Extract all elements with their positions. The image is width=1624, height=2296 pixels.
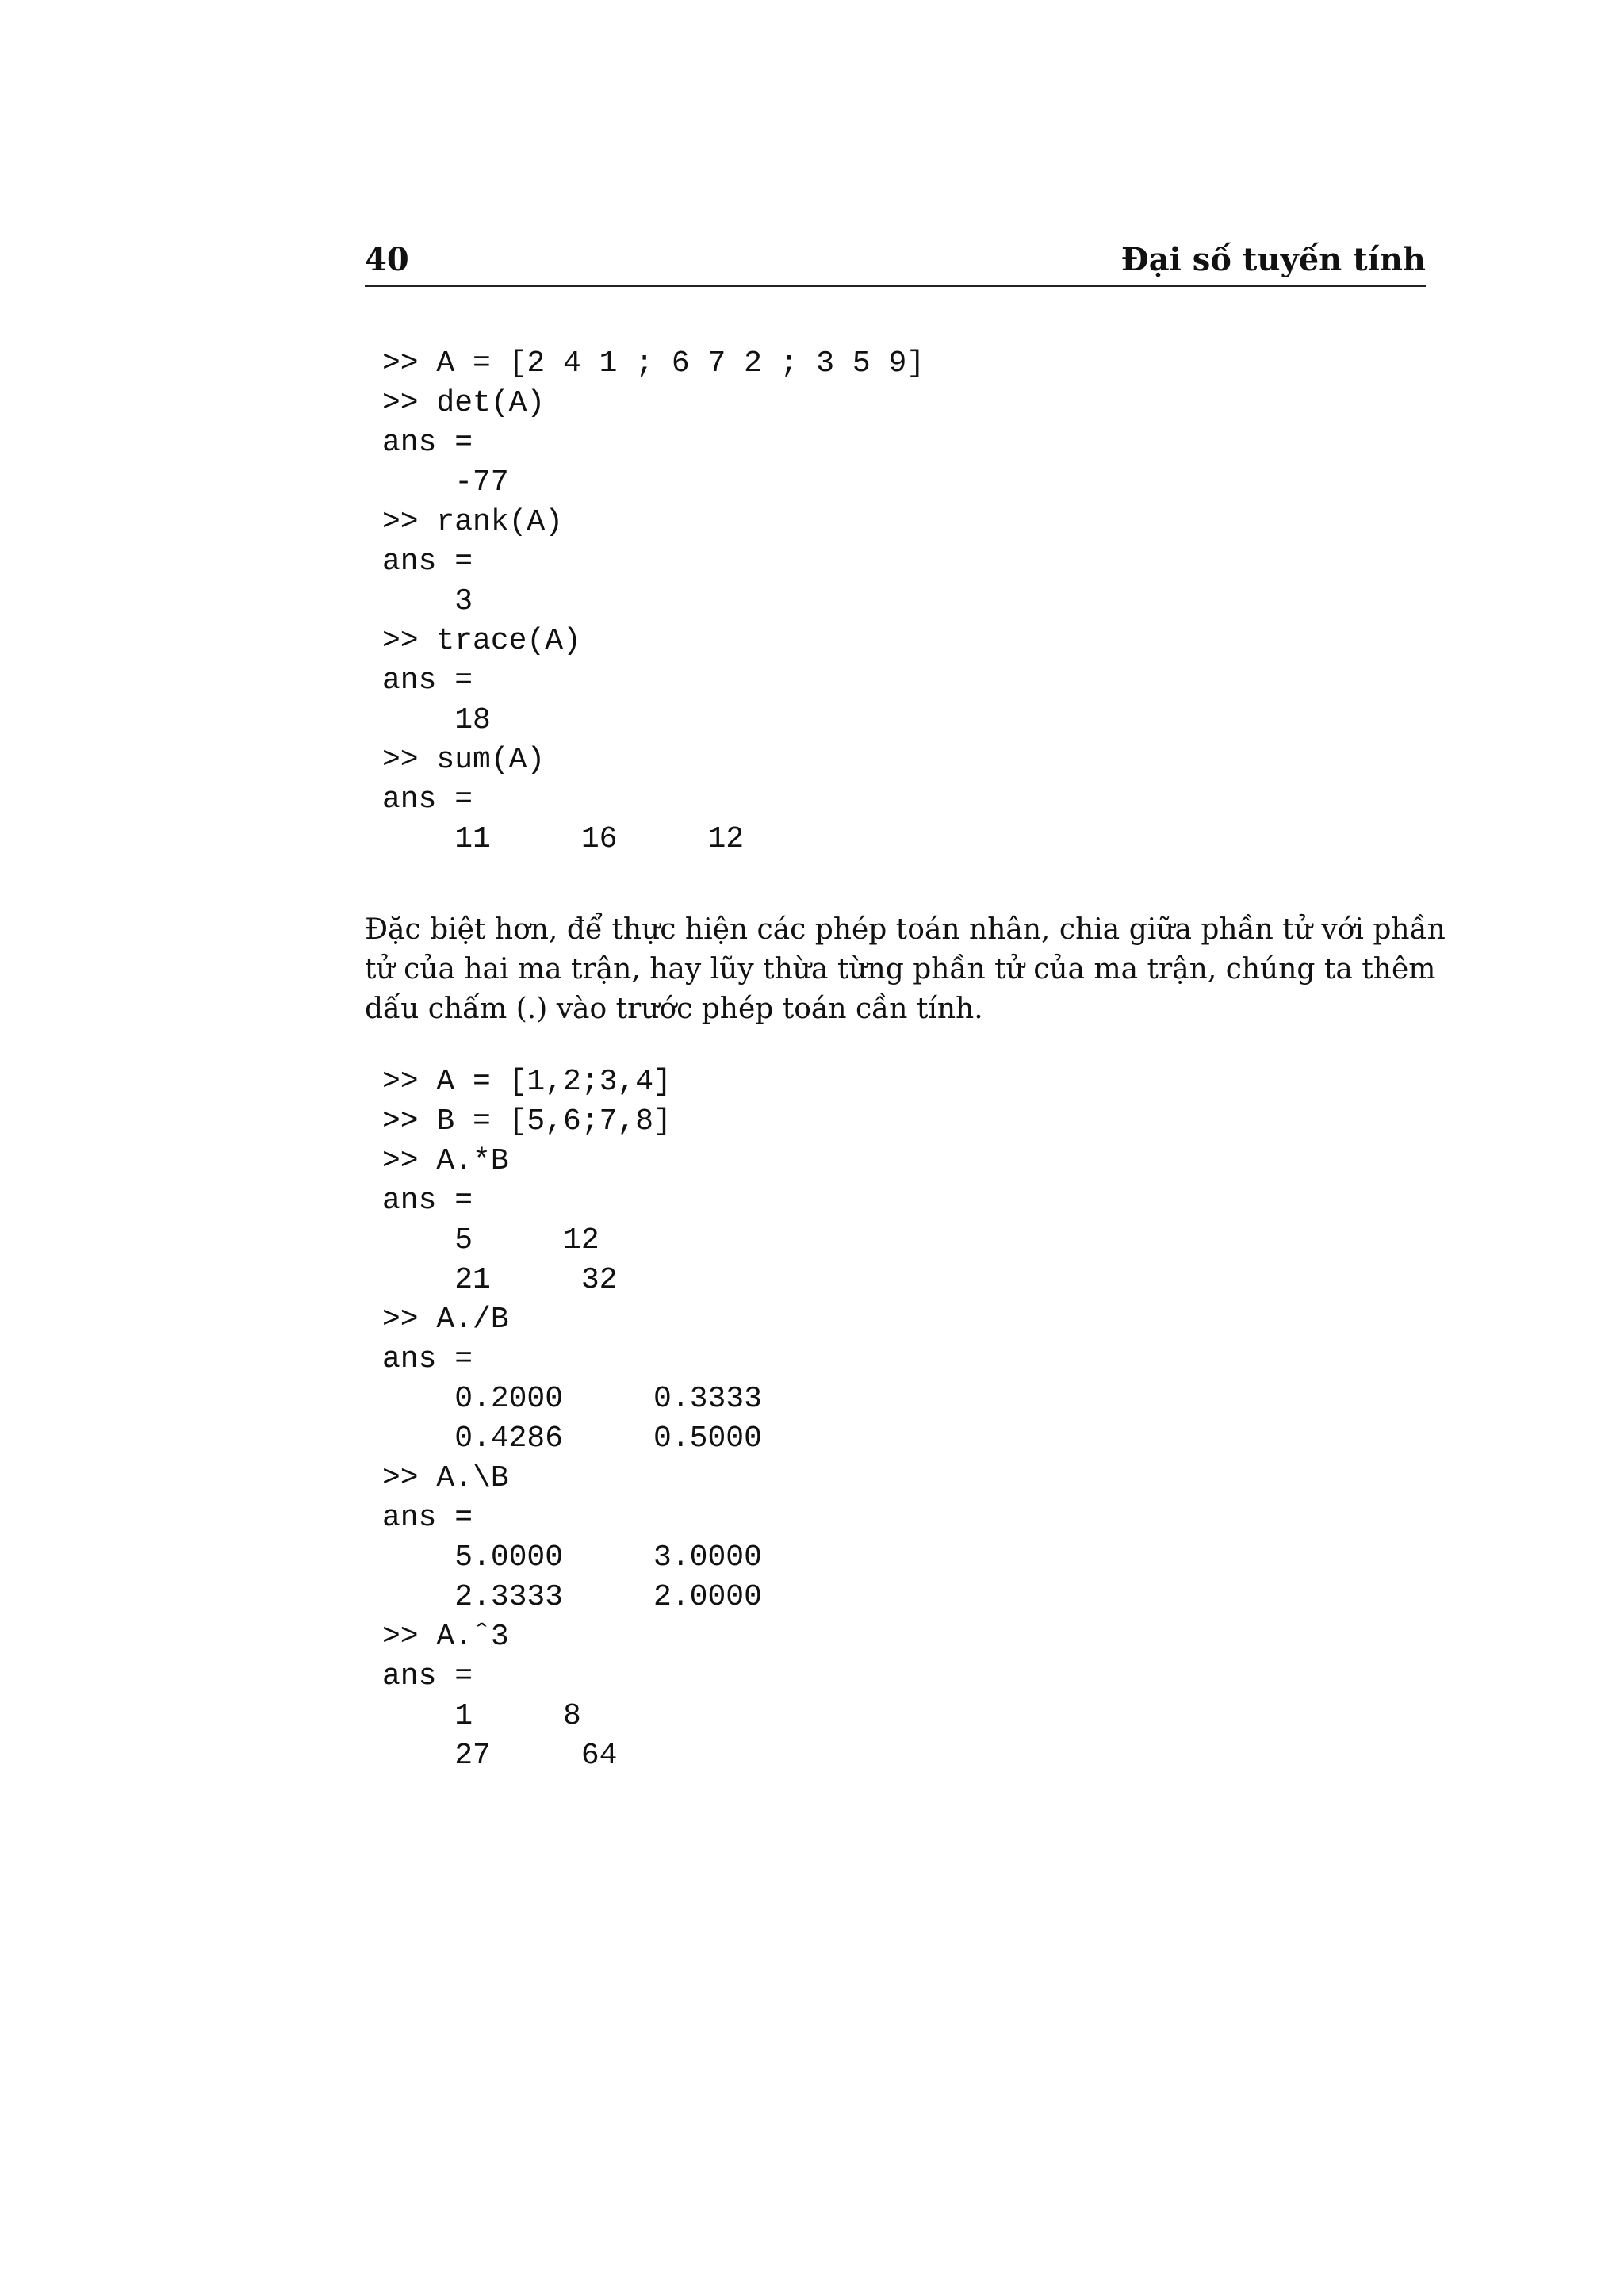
code-line: >> A.\B: [382, 1461, 509, 1495]
code-line: >> A.*B: [382, 1144, 509, 1178]
code-line: ans =: [382, 1501, 473, 1535]
code-block-1: [382, 344, 925, 859]
code-line: 3: [382, 584, 473, 618]
code-line: 0.4286 0.5000: [382, 1422, 762, 1456]
code-line: >> A = [1,2;3,4]: [382, 1065, 672, 1099]
code-line: >> trace(A): [382, 624, 581, 658]
code-line: >> B = [5,6;7,8]: [382, 1104, 672, 1138]
code-line: >> rank(A): [382, 505, 564, 539]
code-line: >> A.ˆ3: [382, 1620, 509, 1654]
page-header: [365, 239, 1426, 287]
code-line: >> det(A): [382, 386, 546, 420]
paragraph-line: dấu chấm (.) vào trước phép toán cần tính.: [365, 993, 983, 1025]
code-line: ans =: [382, 783, 473, 817]
code-line: ans =: [382, 664, 473, 698]
code-line: ans =: [382, 426, 473, 460]
body-paragraph: [365, 910, 1446, 1029]
code-line: >> A./B: [382, 1303, 509, 1337]
code-line: 18: [382, 703, 491, 737]
code-block-2: [382, 1062, 762, 1776]
code-line: 27 64: [382, 1739, 618, 1773]
paragraph-line: tử của hai ma trận, hay lũy thừa từng phần tử của ma trận, chúng ta thêm: [365, 953, 1436, 985]
code-line: 5.0000 3.0000: [382, 1540, 762, 1575]
running-title: Đại số tuyến tính: [1120, 241, 1426, 278]
code-line: 2.3333 2.0000: [382, 1580, 762, 1614]
code-line: 21 32: [382, 1263, 618, 1297]
code-line: 5 12: [382, 1223, 599, 1257]
page-number: 40: [365, 241, 409, 278]
code-line: ans =: [382, 1342, 473, 1376]
code-line: >> A = [2 4 1 ; 6 7 2 ; 3 5 9]: [382, 346, 925, 381]
code-line: 1 8: [382, 1699, 581, 1733]
code-line: ans =: [382, 1184, 473, 1218]
code-line: -77: [382, 465, 509, 499]
code-line: ans =: [382, 545, 473, 579]
code-line: >> sum(A): [382, 743, 546, 777]
code-line: 11 16 12: [382, 822, 745, 856]
code-line: 0.2000 0.3333: [382, 1382, 762, 1416]
paragraph-line: Đặc biệt hơn, để thực hiện các phép toán nhân, chia giữa phần tử với phần: [365, 913, 1446, 946]
code-line: ans =: [382, 1659, 473, 1693]
